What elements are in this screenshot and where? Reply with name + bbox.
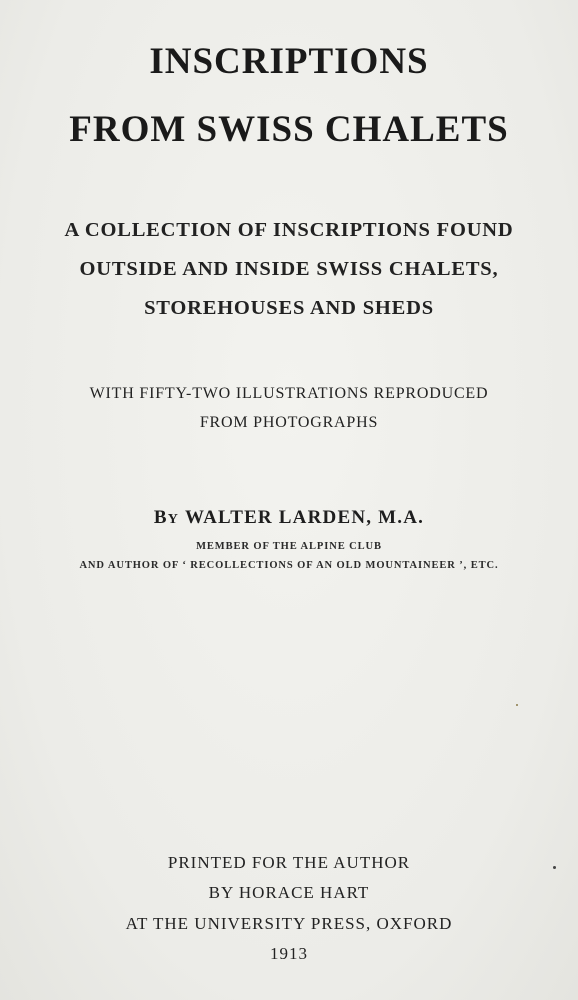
imprint-line-1: PRINTED FOR THE AUTHOR [167,853,411,872]
illustrations-line-1: WITH FIFTY-TWO ILLUSTRATIONS REPRODUCED [89,385,489,402]
imprint-line-2: BY HORACE HART [208,883,370,902]
illustrations-line-2: FROM PHOTOGRAPHS [199,414,379,431]
imprint-year: 1913 [270,944,308,963]
paper-speck [553,866,556,869]
byline-by-rest: Y [167,512,180,527]
subtitle-line-3: STOREHOUSES AND SHEDS [144,297,434,319]
author-affiliation: MEMBER OF THE ALPINE CLUB [196,541,382,552]
author-credits: AND AUTHOR OF ‘ RECOLLECTIONS OF AN OLD MOUNTAINEER ’, ETC. [79,560,499,571]
author-byline [0,507,578,529]
byline-by-initial: B [153,507,168,528]
paper-speck [516,704,518,706]
subtitle-line-1: A COLLECTION OF INSCRIPTIONS FOUND [64,219,514,241]
author-name: WALTER LARDEN, M.A. [185,507,425,528]
book-title-line-2: FROM SWISS CHALETS [69,109,509,150]
subtitle-line-2: OUTSIDE AND INSIDE SWISS CHALETS, [79,258,499,280]
imprint-line-3: AT THE UNIVERSITY PRESS, OXFORD [125,914,453,933]
book-title-line-1: INSCRIPTIONS [149,41,429,82]
